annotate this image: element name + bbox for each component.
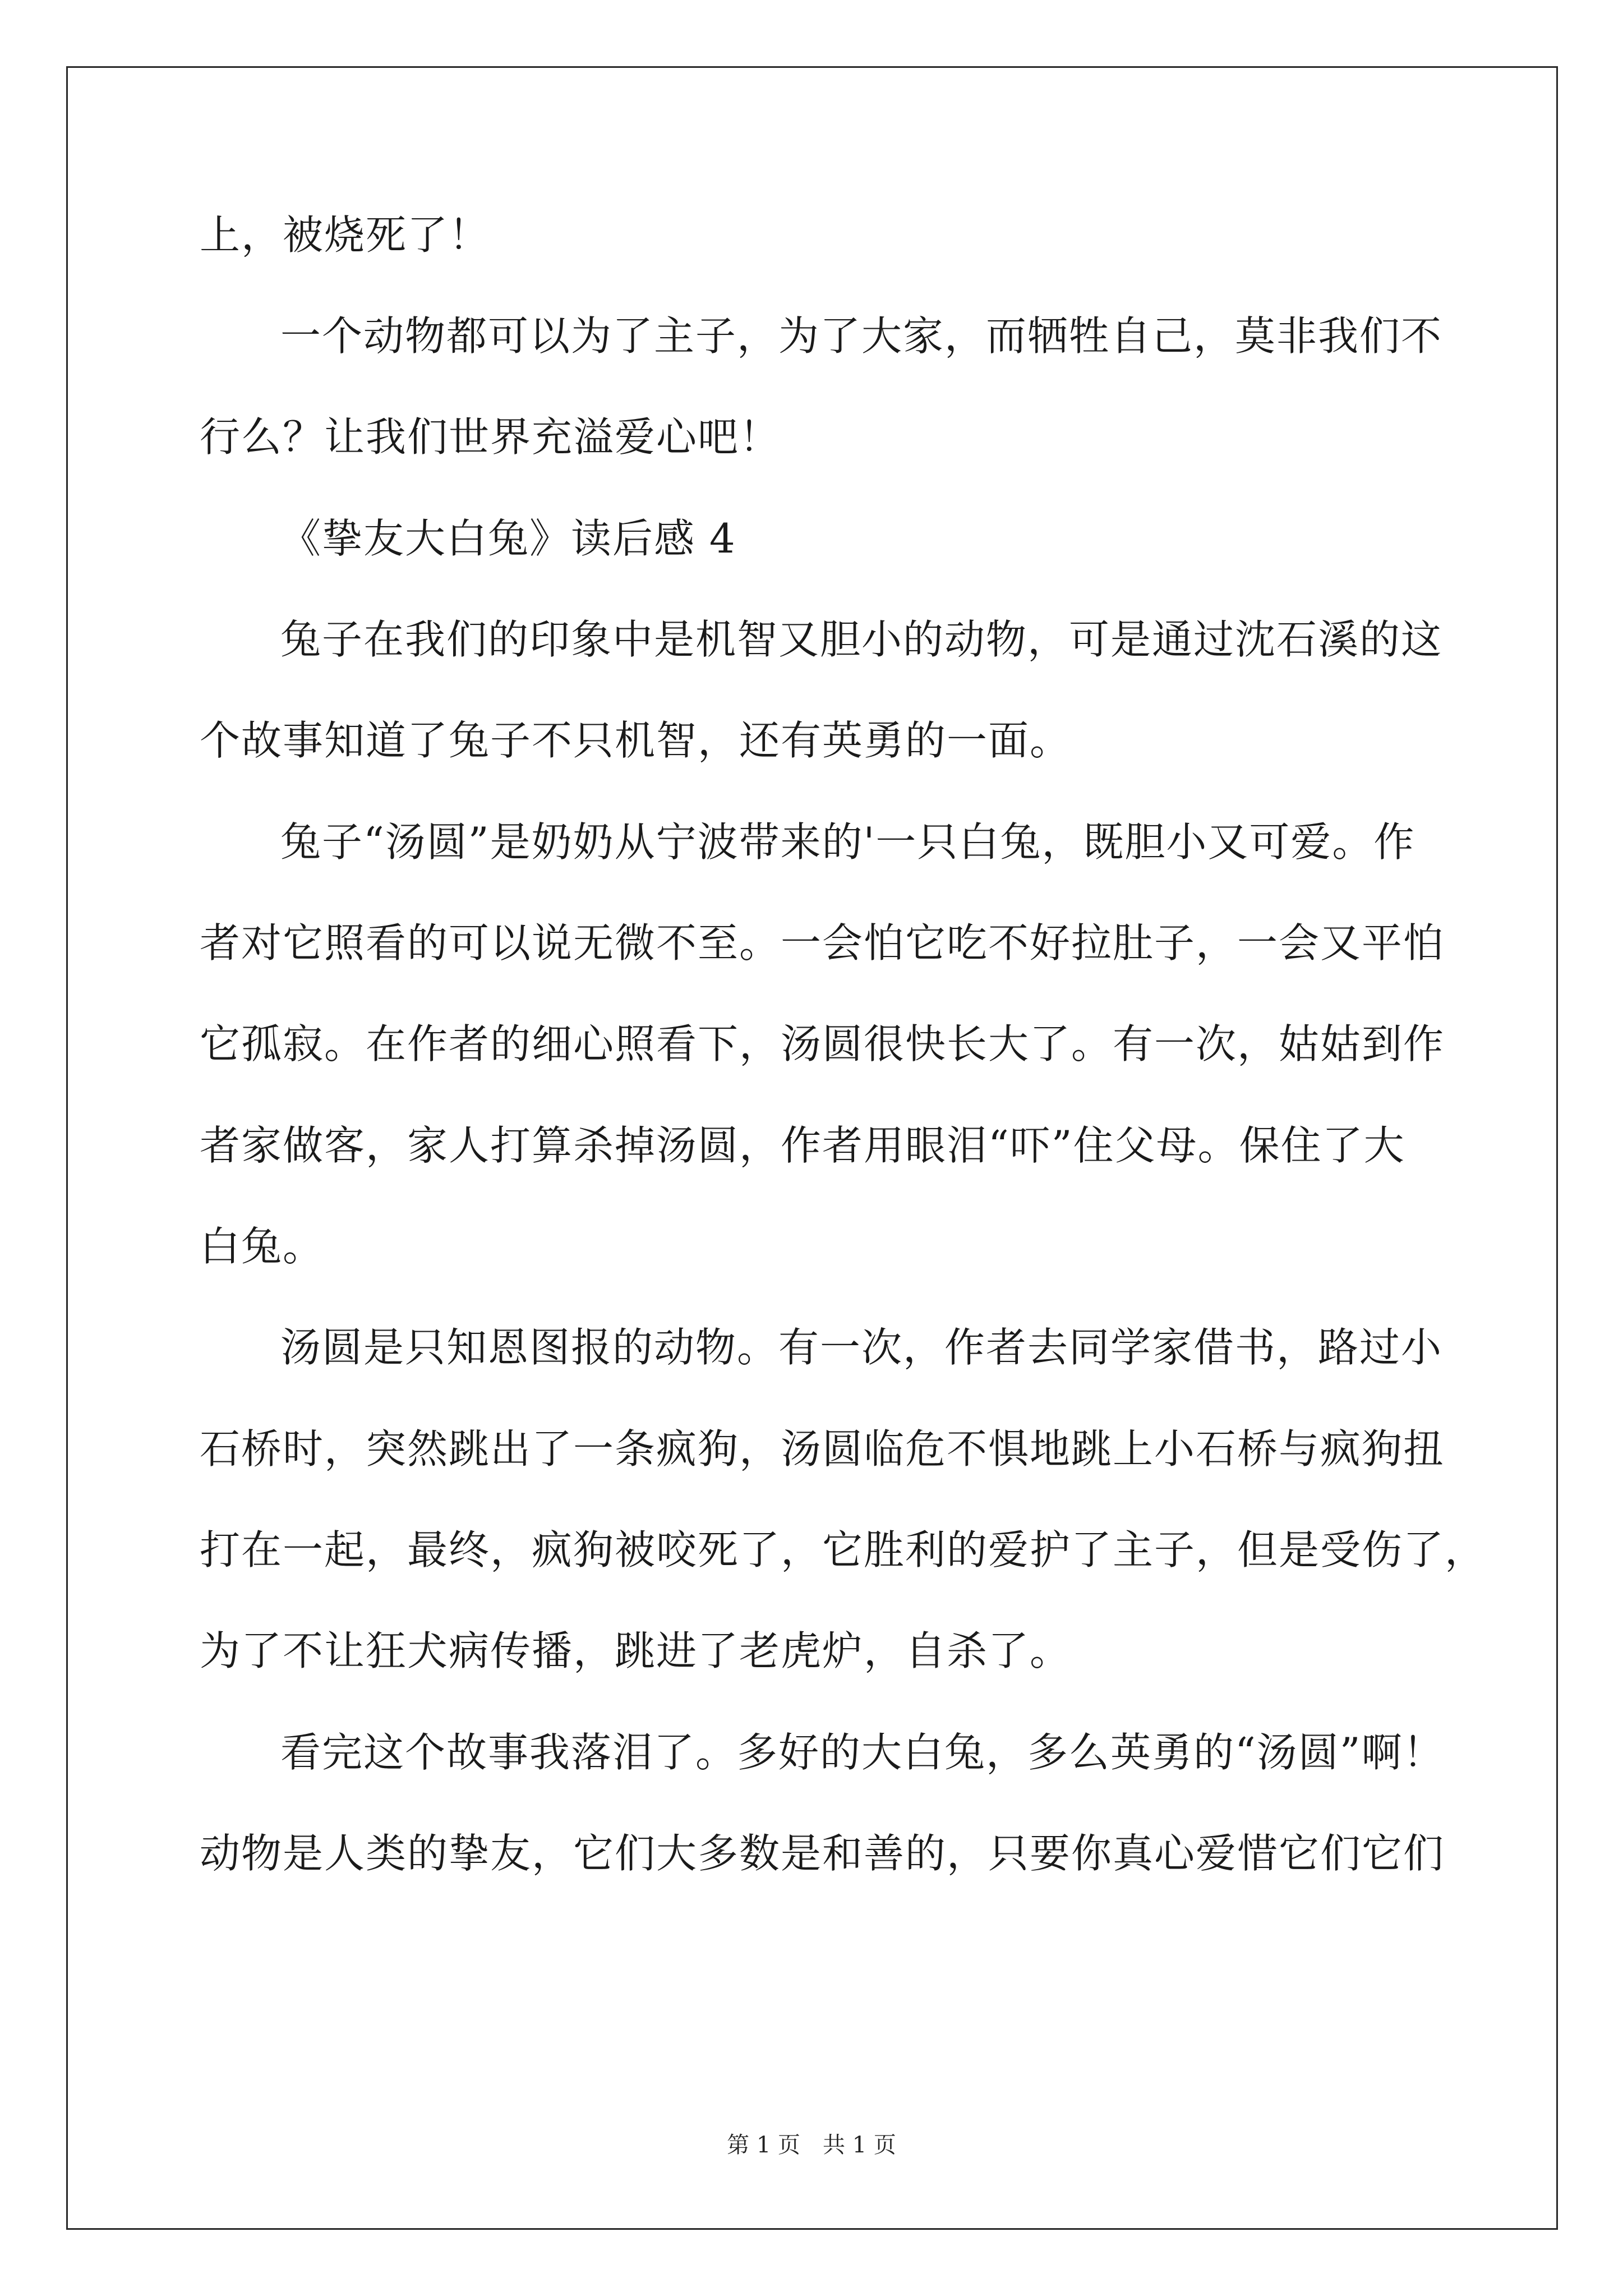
text-line: 兔子“汤圆”是奶奶从宁波带来的'一只白兔，既胆小又可爱。作 <box>280 818 1415 866</box>
text-line: 汤圆是只知恩图报的动物。有一次，作者去同学家借书，路过小 <box>280 1324 1443 1371</box>
section-heading: 《挚友大白兔》读后感 4 <box>280 515 736 562</box>
text-line: 者对它照看的可以说无微不至。一会怕它吃不好拉肚子，一会又平怕 <box>200 919 1445 967</box>
text-line: 个故事知道了兔子不只机智，还有英勇的一面。 <box>200 717 1072 764</box>
text-line: 为了不让狂犬病传播，跳进了老虎炉，自杀了。 <box>200 1627 1072 1674</box>
text-line: 动物是人类的挚友，它们大多数是和善的，只要你真心爱惜它们它们 <box>200 1830 1445 1877</box>
text-line: 兔子在我们的印象中是机智又胆小的动物，可是通过沈石溪的这 <box>280 616 1443 663</box>
text-line: 白兔。 <box>200 1223 325 1270</box>
text-line: 上，被烧死了！ <box>200 211 491 259</box>
text-line: 看完这个故事我落泪了。多好的大白兔，多么英勇的“汤圆”啊！ <box>280 1729 1445 1776</box>
text-line: 石桥时，突然跳出了一条疯狗，汤圆临危不惧地跳上小石桥与疯狗扭 <box>200 1425 1445 1473</box>
text-line: 打在一起，最终，疯狗被咬死了，它胜利的爱护了主子，但是受伤了， <box>200 1526 1487 1573</box>
text-line: 一个动物都可以为了主子，为了大家，而牺牲自己，莫非我们不 <box>280 312 1443 360</box>
text-line: 者家做客，家人打算杀掉汤圆，作者用眼泪“吓”住父母。保住了大 <box>200 1122 1405 1169</box>
text-line: 行么？让我们世界充溢爱心吧！ <box>200 413 781 461</box>
text-line: 它孤寂。在作者的细心照看下，汤圆很快长大了。有一次，姑姑到作 <box>200 1020 1445 1068</box>
page-footer: 第 1 页 共 1 页 <box>727 2132 896 2158</box>
